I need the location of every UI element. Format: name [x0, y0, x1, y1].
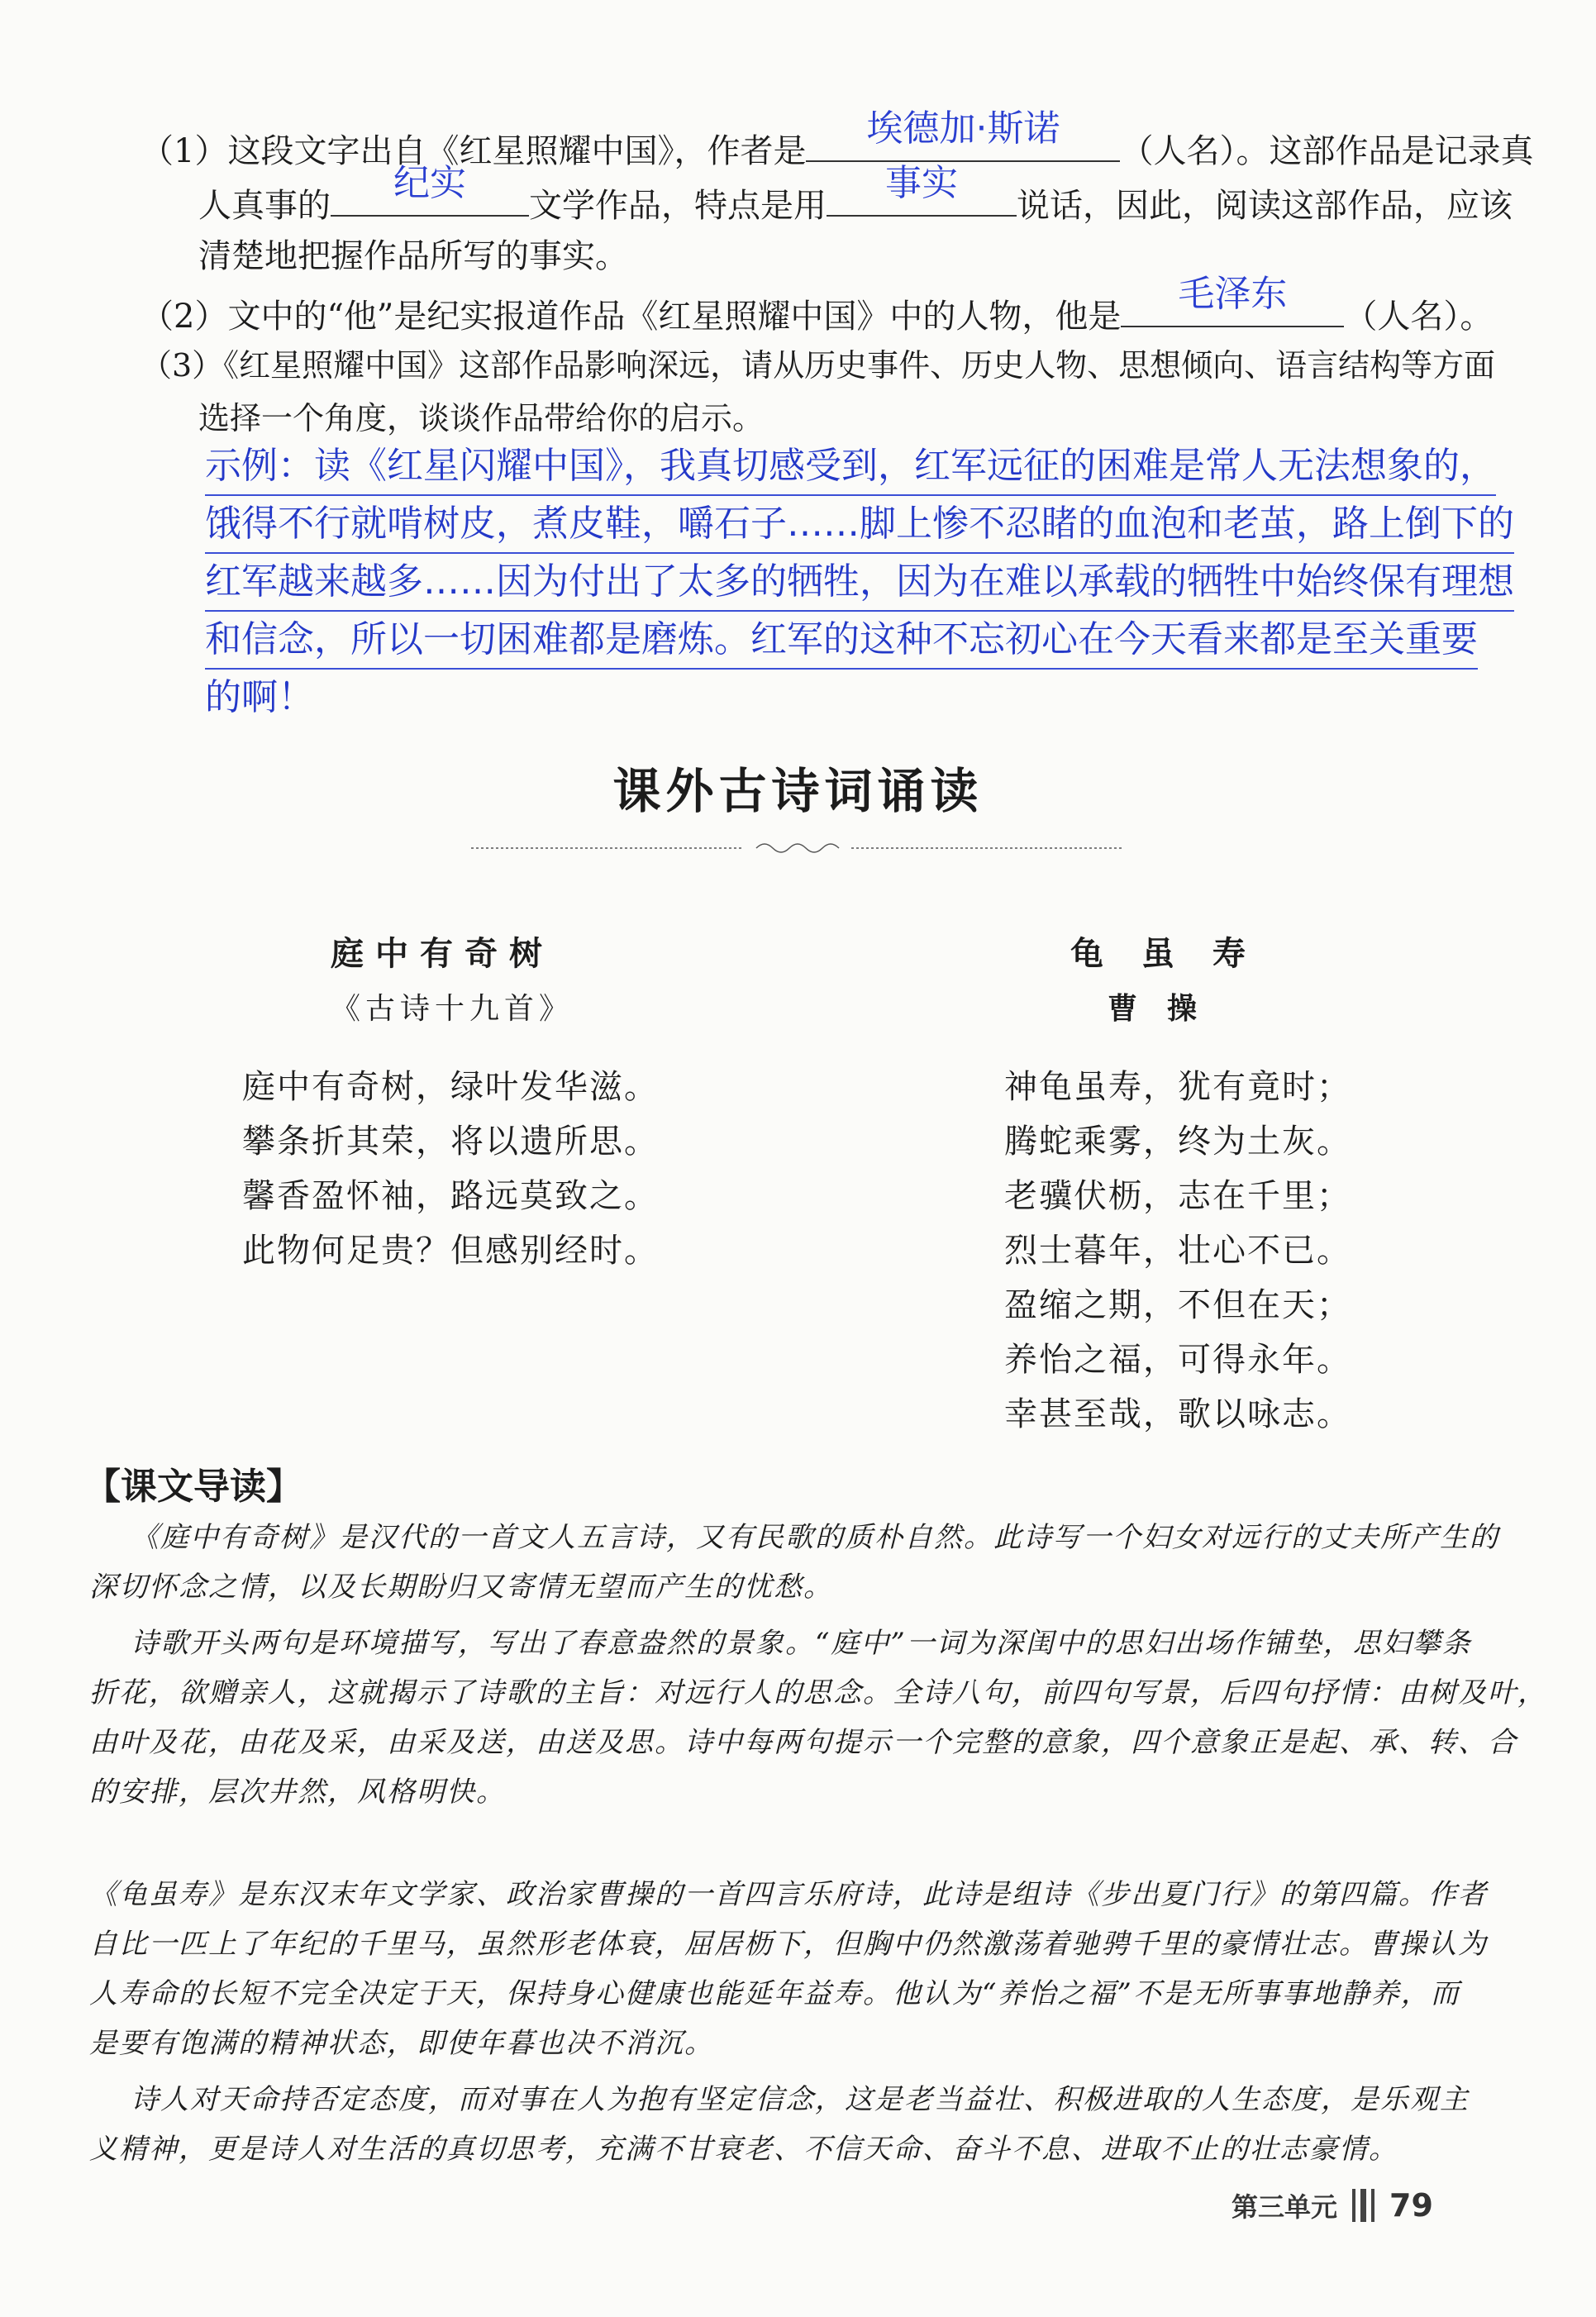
poem-2-title: 龟虽寿: [1070, 935, 1284, 973]
title-ornament: [471, 841, 1124, 855]
guide-line: 《龟虽寿》是东汉末年文学家、政治家曹操的一首四言乐府诗，此诗是组诗《步出夏门行》的第四篇。作者: [89, 1878, 1488, 1911]
poem-line: 幸甚至哉，歌以咏志。: [1004, 1395, 1351, 1433]
page-number: 79: [1389, 2187, 1433, 2224]
ornament-divider-icon: [471, 841, 1124, 855]
guide-line: 由叶及花，由花及采，由采及送，由送及思。诗中每两句提示一个完整的意象，四个意象正是起、承、转、合: [89, 1726, 1517, 1759]
question-1-line-3: 清楚地把握作品所写的事实。: [198, 237, 628, 275]
poem-1-body: [242, 1060, 659, 1278]
handwritten-answer-feature: 事实: [885, 162, 958, 204]
guide-line: 人寿命的长短不完全决定于天，保持身心健康也能延年益寿。他认为“养怡之福”不是无所事事地静养，而: [89, 1977, 1460, 2010]
footer-bars-icon: [1352, 2189, 1374, 2222]
guide-line: 的安排，层次井然，风格明快。: [89, 1776, 506, 1809]
guide-heading: 【课文导读】: [84, 1466, 303, 1508]
guide-line: 折花，欲赠亲人，这就揭示了诗歌的主旨：对远行人的思念。全诗八句，前四句写景，后四句抒情：由树及叶，: [89, 1676, 1547, 1709]
guide-line: 诗歌开头两句是环境描写，写出了春意盎然的景象。“庭中”一词为深闺中的思妇出场作铺垫，思妇攀条: [131, 1627, 1472, 1660]
poem-2-body: [1004, 1060, 1351, 1442]
question-3-line-1: （3）《红星照耀中国》这部作品影响深远，请从历史事件、历史人物、思想倾向、语言结构等方面: [141, 347, 1496, 384]
guide-line: 深切怀念之情，以及长期盼归又寄情无望而产生的忧愁。: [89, 1571, 833, 1604]
poem-line: 烈士暮年，壮心不已。: [1004, 1232, 1351, 1270]
guide-paragraph-2: [89, 1619, 1547, 1817]
guide-line: 义精神，更是诗人对生活的真切思考，充满不甘衰老、不信天命、奋斗不息、进取不止的壮志豪情。: [89, 2133, 1398, 2166]
answer-blank-person: [1121, 273, 1344, 327]
section-title: 课外古诗词诵读: [612, 763, 984, 819]
handwritten-answer-author: 埃德加·斯诺: [866, 107, 1060, 150]
guide-paragraph-1: [89, 1513, 1499, 1612]
guide-line: 诗人对天命持否定态度，而对事在人为抱有坚定信念，这是老当益壮、积极进取的人生态度，是乐观主: [131, 2083, 1470, 2116]
page-footer: [1232, 2186, 1433, 2224]
poem-line: 养怡之福，可得永年。: [1004, 1341, 1351, 1379]
question-1-line-2: 人真事的 纪实 文学作品，特点是用 事实 说话，因此，阅读这部作品，应该: [198, 162, 1513, 225]
poem-line: 庭中有奇树，绿叶发华滋。: [242, 1068, 659, 1106]
guide-line: 自比一匹上了年纪的千里马，虽然形老体衰，屈居枥下，但胸中仍然激荡着驰骋千里的豪情壮志。曹操认为: [89, 1928, 1488, 1961]
question-2: （2）文中的“他”是纪实报道作品《红星照耀中国》中的人物，他是 毛泽东 （人名）。: [141, 273, 1494, 336]
handwritten-answer-genre: 纪实: [393, 162, 466, 204]
poem-line: 攀条折其荣，将以遗所思。: [242, 1123, 659, 1161]
unit-label: 第三单元: [1232, 2191, 1338, 2223]
poem-line: 腾蛇乘雾，终为土灰。: [1004, 1123, 1351, 1161]
question-3-line-2: 选择一个角度，谈谈作品带给你的启示。: [198, 400, 765, 436]
handwritten-answer-person: 毛泽东: [1178, 273, 1288, 315]
poem-line: 老骥伏枥，志在千里；: [1004, 1177, 1351, 1215]
answer-line: 的啊！: [205, 676, 314, 718]
poem-1-title: 庭中有奇树: [331, 935, 554, 973]
poem-line: 盈缩之期，不但在天；: [1004, 1286, 1351, 1324]
guide-line: 《庭中有奇树》是汉代的一首文人五言诗，又有民歌的质朴自然。此诗写一个妇女对远行的丈夫所产生的: [131, 1521, 1499, 1554]
handwritten-answer-q3: [205, 438, 1514, 726]
guide-line: 是要有饱满的精神状态，即使年暮也决不消沉。: [89, 2027, 714, 2060]
poem-line: 馨香盈怀袖，路远莫致之。: [242, 1177, 659, 1215]
answer-line: 饿得不行就啃树皮，煮皮鞋，嚼石子……脚上惨不忍睹的血泡和老茧，路上倒下的: [205, 496, 1514, 554]
guide-paragraph-3: [89, 1870, 1488, 2068]
answer-blank-genre: [331, 162, 529, 217]
answer-blank-feature: [827, 162, 1017, 217]
poem-line: 此物何足贵？但感别经时。: [242, 1232, 659, 1270]
answer-line: 和信念，所以一切困难都是磨炼。红军的这种不忘初心在今天看来都是至关重要: [205, 612, 1478, 670]
answer-line: 示例：读《红星闪耀中国》，我真切感受到，红军远征的困难是常人无法想象的，: [205, 438, 1496, 496]
poem-2-author: 曹操: [1108, 991, 1227, 1026]
answer-line: 红军越来越多……因为付出了太多的牺牲，因为在难以承载的牺牲中始终保有理想: [205, 554, 1514, 612]
question-1-line-1: （1）这段文字出自《红星照耀中国》，作者是 埃德加·斯诺 （人名）。这部作品是记录真: [141, 107, 1534, 170]
poem-line: 神龟虽寿，犹有竟时；: [1004, 1068, 1351, 1106]
poem-1-author: 《古诗十九首》: [331, 992, 574, 1026]
answer-blank-author: [806, 107, 1120, 162]
guide-paragraph-4: [89, 2075, 1470, 2174]
